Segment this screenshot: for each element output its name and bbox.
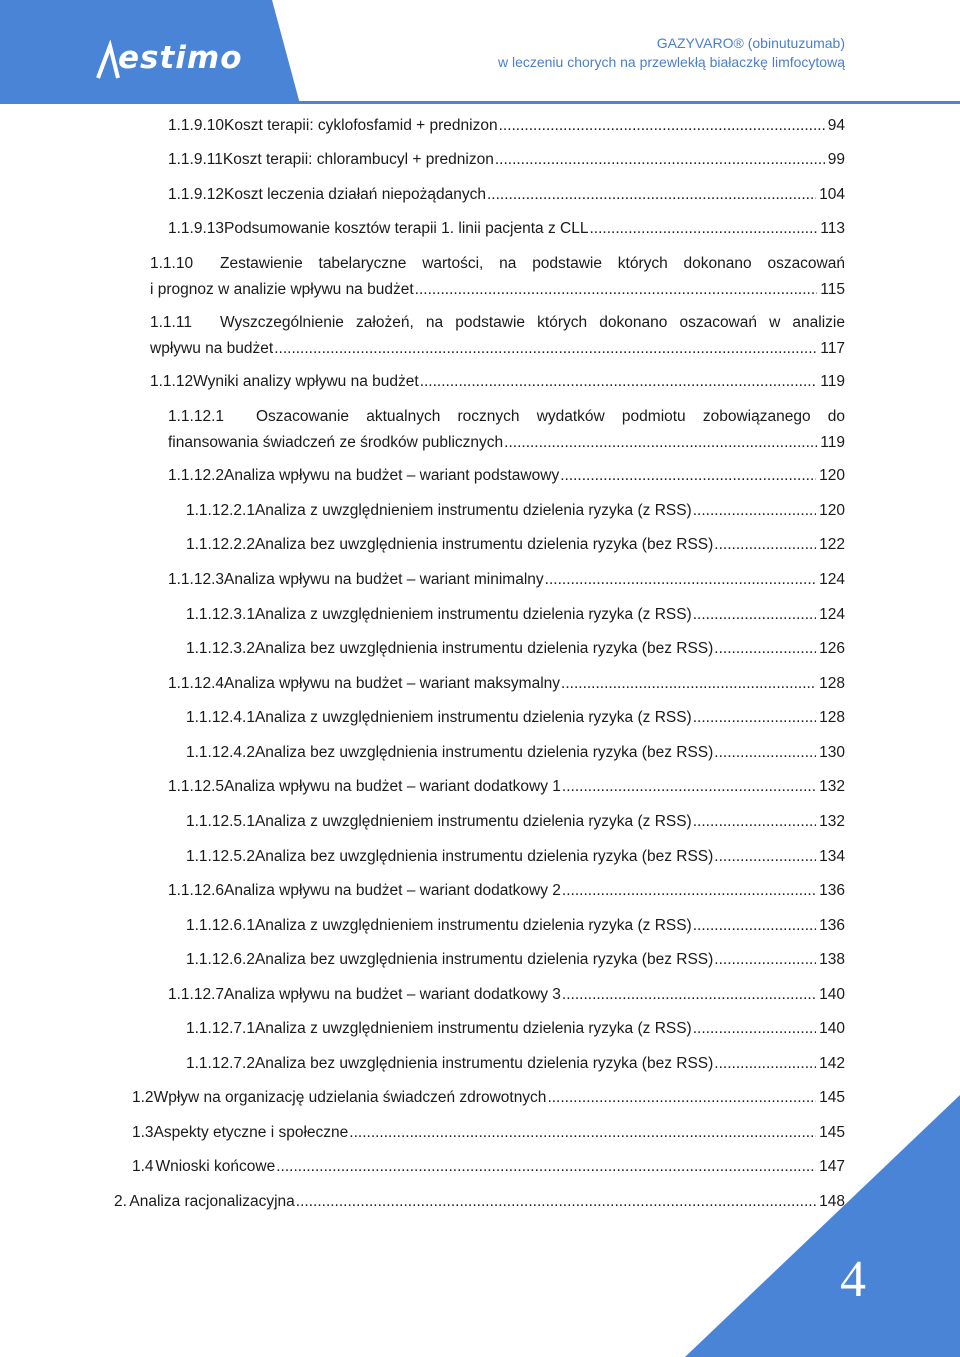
product-subtitle: w leczeniu chorych na przewlekłą białaczkę limfocytową [497, 54, 845, 70]
toc-entry[interactable] [150, 310, 845, 362]
toc-number: 1.1.12.4 [168, 675, 225, 692]
toc-entry[interactable] [186, 1051, 845, 1077]
toc-title-line2: wpływu na budżet [150, 340, 274, 357]
toc-leader [562, 878, 816, 904]
toc-page: 122 [819, 536, 845, 553]
toc-leader [545, 567, 816, 593]
toc-number: 1.1.9.12 [168, 186, 225, 203]
toc-number: 1.1.12.3 [168, 571, 225, 588]
toc-number: 1.1.12.7 [168, 986, 225, 1003]
toc-page: 119 [820, 434, 845, 451]
toc-leader [714, 636, 816, 662]
toc-title: Analiza wpływu na budżet – wariant maksymalny [224, 675, 561, 692]
toc-page: 145 [819, 1124, 845, 1141]
toc-entry[interactable] [168, 216, 845, 242]
toc-page: 113 [820, 220, 845, 237]
toc-entry[interactable] [150, 251, 845, 303]
toc-title-line1: Wyszczególnienie założeń, na podstawie których dokonano oszacowań w analizie [220, 314, 845, 331]
toc-page: 128 [819, 709, 845, 726]
toc-entry[interactable] [168, 147, 845, 173]
toc-entry[interactable] [186, 844, 845, 870]
logo-mark-icon [96, 40, 120, 80]
header-document-title [498, 34, 845, 72]
toc-title: Analiza z uwzględnieniem instrumentu dzielenia ryzyka (z RSS) [254, 813, 692, 830]
toc-number: 1.1.12.3.2 [186, 640, 255, 657]
toc-entry[interactable] [186, 532, 845, 558]
toc-entry[interactable] [168, 463, 845, 489]
toc-entry[interactable] [168, 404, 845, 456]
toc-entry[interactable] [168, 671, 845, 697]
toc-number: 1.1.12.2.2 [186, 536, 255, 553]
toc-title: Wyniki analizy wpływu na budżet [193, 373, 419, 390]
toc-title: Analiza z uwzględnieniem instrumentu dzielenia ryzyka (z RSS) [254, 502, 692, 519]
toc-title: Koszt terapii: chlorambucyl + prednizon [222, 151, 494, 168]
toc-number: 1.4 [132, 1158, 154, 1175]
page-header [0, 0, 960, 104]
toc-page: 132 [819, 778, 845, 795]
toc-entry[interactable] [168, 982, 845, 1008]
toc-page: 124 [819, 571, 845, 588]
toc-title: Analiza bez uwzględnienia instrumentu dzielenia ryzyka (bez RSS) [254, 536, 714, 553]
toc-title: Analiza wpływu na budżet – wariant dodatkowy 1 [224, 778, 561, 795]
toc-leader [714, 947, 816, 973]
toc-leader [274, 336, 817, 362]
toc-title: Analiza wpływu na budżet – wariant dodatkowy 3 [224, 986, 561, 1003]
toc-number: 1.1.12 [150, 373, 194, 390]
product-name: GAZYVARO® (obinutuzumab) [656, 35, 845, 51]
toc-page: 132 [819, 813, 845, 830]
toc-leader [693, 809, 816, 835]
toc-title: Aspekty etyczne i społeczne [153, 1124, 349, 1141]
toc-title-line2: finansowania świadczeń ze środków publicznych [168, 434, 504, 451]
toc-page: 126 [819, 640, 845, 657]
toc-number: 1.1.12.4.1 [186, 709, 255, 726]
toc-leader [420, 369, 818, 395]
toc-leader [589, 216, 817, 242]
toc-page: 142 [819, 1055, 845, 1072]
toc-page: 140 [819, 1020, 845, 1037]
toc-page: 99 [827, 151, 845, 168]
toc-page: 136 [819, 882, 845, 899]
toc-entry[interactable] [186, 947, 845, 973]
toc-entry[interactable] [168, 182, 845, 208]
toc-entry[interactable] [168, 567, 845, 593]
toc-number: 1.1.12.2 [168, 467, 225, 484]
toc-number: 1.1.11 [150, 314, 192, 331]
toc-leader [714, 1051, 816, 1077]
toc-entry[interactable] [168, 878, 845, 904]
corner-decoration [685, 1095, 960, 1357]
toc-page: 120 [819, 467, 845, 484]
toc-page: 120 [819, 502, 845, 519]
toc-title: Analiza bez uwzględnienia instrumentu dzielenia ryzyka (bez RSS) [254, 744, 714, 761]
toc-leader [714, 844, 816, 870]
toc-title: Analiza bez uwzględnienia instrumentu dzielenia ryzyka (bez RSS) [254, 1055, 714, 1072]
toc-leader [415, 277, 818, 303]
toc-entry[interactable] [186, 498, 845, 524]
toc-page: 148 [819, 1193, 845, 1210]
toc-page: 130 [819, 744, 845, 761]
toc-page: 134 [819, 848, 845, 865]
toc-title: Analiza wpływu na budżet – wariant dodatkowy 2 [224, 882, 561, 899]
toc-number: 1.1.9.11 [168, 151, 223, 168]
toc-page: 94 [827, 117, 845, 134]
toc-entry[interactable] [186, 602, 845, 628]
toc-leader [693, 1016, 816, 1042]
toc-number: 1.1.10 [150, 255, 194, 272]
toc-number: 1.1.12.5.1 [186, 813, 255, 830]
toc-title: Analiza wpływu na budżet – wariant podstawowy [224, 467, 560, 484]
toc-entry[interactable] [186, 740, 845, 766]
logo-text: estimo [118, 40, 243, 76]
page-number: 4 [840, 1251, 866, 1308]
toc-title-line2: i prognoz w analizie wpływu na budżet [150, 281, 414, 298]
toc-title: Analiza racjonalizacyjna [129, 1193, 295, 1210]
toc-leader [499, 113, 825, 139]
toc-number: 1.1.12.6.2 [186, 951, 255, 968]
toc-leader [693, 498, 816, 524]
toc-leader [714, 532, 816, 558]
toc-title: Analiza wpływu na budżet – wariant minimalny [224, 571, 544, 588]
toc-number: 1.1.9.10 [168, 117, 225, 134]
toc-title: Koszt terapii: cyklofosfamid + prednizon [224, 117, 498, 134]
toc-leader [560, 463, 816, 489]
toc-leader [693, 913, 816, 939]
toc-number: 1.1.9.13 [168, 220, 225, 237]
toc-number: 1.1.12.6 [168, 882, 225, 899]
toc-page: 115 [820, 281, 845, 298]
toc-title: Podsumowanie kosztów terapii 1. linii pacjenta z CLL [224, 220, 589, 237]
toc-leader [693, 705, 816, 731]
toc-number: 1.1.12.5.2 [186, 848, 255, 865]
toc-entry[interactable] [168, 774, 845, 800]
toc-page: 136 [819, 917, 845, 934]
toc-title: Analiza bez uwzględnienia instrumentu dzielenia ryzyka (bez RSS) [254, 951, 714, 968]
toc-number: 1.1.12.7.1 [186, 1020, 255, 1037]
toc-number: 1.3 [132, 1124, 154, 1141]
toc-number: 1.1.12.4.2 [186, 744, 255, 761]
toc-number: 1.1.12.1 [168, 408, 225, 425]
toc-title: Analiza z uwzględnieniem instrumentu dzielenia ryzyka (z RSS) [254, 917, 692, 934]
toc-title-line1: Oszacowanie aktualnych rocznych wydatków podmiotu zobowiązanego do [256, 408, 845, 425]
toc-title: Analiza bez uwzględnienia instrumentu dzielenia ryzyka (bez RSS) [254, 640, 714, 657]
toc-title: Wpływ na organizację udzielania świadczeń zdrowotnych [153, 1089, 547, 1106]
toc-page: 124 [819, 606, 845, 623]
toc-number: 1.1.12.3.1 [186, 606, 255, 623]
toc-page: 117 [820, 340, 845, 357]
toc-leader [495, 147, 825, 173]
toc-page: 140 [819, 986, 845, 1003]
toc-number: 1.1.12.6.1 [186, 917, 255, 934]
toc-title: Analiza z uwzględnieniem instrumentu dzielenia ryzyka (z RSS) [254, 606, 692, 623]
toc-title: Analiza z uwzględnieniem instrumentu dzielenia ryzyka (z RSS) [254, 709, 692, 726]
toc-page: 119 [820, 373, 845, 390]
toc-title: Analiza bez uwzględnienia instrumentu dzielenia ryzyka (bez RSS) [254, 848, 714, 865]
toc-entry[interactable] [168, 113, 845, 139]
toc-page: 147 [819, 1158, 845, 1175]
toc-page: 104 [819, 186, 845, 203]
toc-number: 1.1.12.2.1 [186, 502, 255, 519]
toc-page: 138 [819, 951, 845, 968]
toc-page: 128 [819, 675, 845, 692]
toc-entry[interactable] [186, 636, 845, 662]
toc-entry[interactable] [150, 369, 845, 395]
toc-entry[interactable] [186, 809, 845, 835]
toc-title-line1: Zestawienie tabelaryczne wartości, na podstawie których dokonano oszacowań [220, 255, 845, 272]
toc-number: 2. [114, 1193, 127, 1210]
toc-leader [504, 430, 817, 456]
toc-page: 145 [819, 1089, 845, 1106]
toc-leader [562, 982, 816, 1008]
toc-leader [487, 182, 816, 208]
toc-number: 1.1.12.5 [168, 778, 225, 795]
toc-entry[interactable] [186, 1016, 845, 1042]
toc-number: 1.2 [132, 1089, 154, 1106]
toc-number: 1.1.12.7.2 [186, 1055, 255, 1072]
toc-leader [562, 774, 816, 800]
toc-entry[interactable] [186, 913, 845, 939]
toc-title: Wnioski końcowe [155, 1158, 276, 1175]
toc-leader [693, 602, 816, 628]
toc-title: Koszt leczenia działań niepożądanych [224, 186, 486, 203]
toc-title: Analiza z uwzględnieniem instrumentu dzielenia ryzyka (z RSS) [254, 1020, 692, 1037]
toc-leader [561, 671, 816, 697]
toc-leader [714, 740, 816, 766]
toc-entry[interactable] [186, 705, 845, 731]
